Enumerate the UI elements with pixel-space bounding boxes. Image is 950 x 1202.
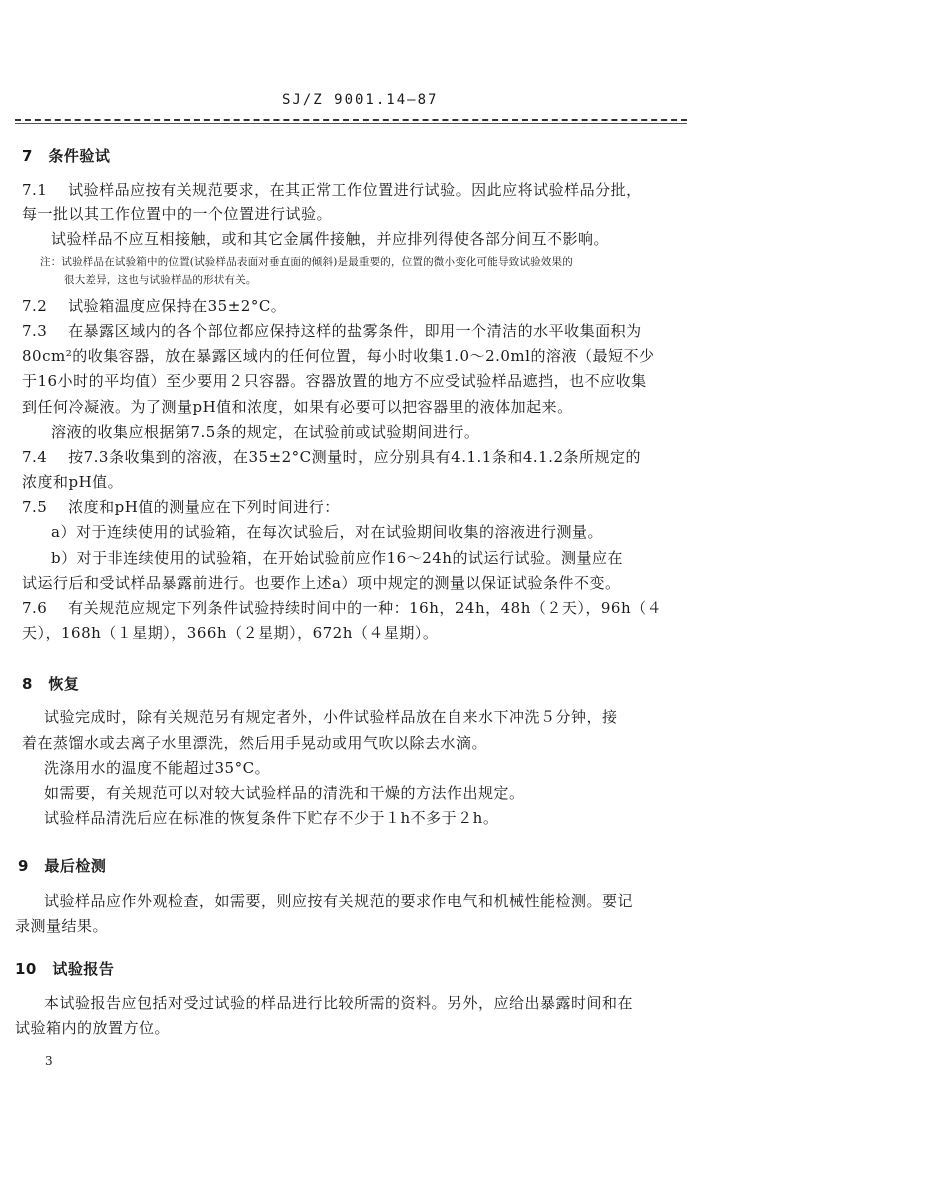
section-8-line-4: 如需要，有关规范可以对较大试验样品的清洗和干燥的方法作出规定。 bbox=[44, 784, 525, 802]
clause-7-5-item-a: a）对于连续使用的试验箱，在每次试验后，对在试验期间收集的溶液进行测量。 bbox=[51, 523, 603, 541]
clause-7-6-line-1: 7.6 有关规范应规定下列条件试验持续时间中的一种：16h，24h，48h（２天），96h（４ bbox=[22, 599, 663, 617]
clause-7-4-line-1: 7.4 按7.3条收集到的溶液，在35±2°C测量时，应分别具有4.1.1条和4.1.2条所规定的 bbox=[22, 448, 641, 466]
clause-7-3-line-2: 80cm²的收集容器，放在暴露区域内的任何位置，每小时收集1.0～2.0ml的溶液（最短不少 bbox=[22, 347, 655, 365]
section-8-line-1: 试验完成时，除有关规范另有规定者外，小件试验样品放在自来水下冲洗５分钟，接 bbox=[44, 708, 618, 726]
header-rule-solid bbox=[15, 123, 687, 124]
clause-7-3-line-3: 于16小时的平均值）至少要用２只容器。容器放置的地方不应受试验样品遮挡，也不应收集 bbox=[22, 372, 647, 390]
header-rule-dashed bbox=[15, 119, 687, 121]
clause-7-1-line-1: 7.1 试验样品应按有关规范要求，在其正常工作位置进行试验。因此应将试验样品分批， bbox=[22, 181, 642, 199]
section-8-line-2: 着在蒸馏水或去离子水里漂洗，然后用手晃动或用气吹以除去水滴。 bbox=[22, 734, 488, 752]
clause-7-1-line-2: 每一批以其工作位置中的一个位置进行试验。 bbox=[22, 205, 333, 223]
document-code-header: SJ/Z 9001.14—87 bbox=[282, 92, 439, 108]
section-8-line-5: 试验样品清洗后应在标准的恢复条件下贮存不少于１h不多于２h。 bbox=[44, 809, 499, 827]
section-8-heading: 8 恢复 bbox=[22, 675, 80, 693]
section-9-heading: 9 最后检测 bbox=[18, 857, 107, 875]
clause-7-3-line-5: 溶液的收集应根据第7.5条的规定，在试验前或试验期间进行。 bbox=[51, 423, 480, 441]
clause-7-3-line-1: 7.3 在暴露区域内的各个部位都应保持这样的盐雾条件，即用一个清洁的水平收集面积为 bbox=[22, 322, 642, 340]
section-10-line-2: 试验箱内的放置方位。 bbox=[15, 1019, 171, 1037]
clause-7-4-line-2: 浓度和pH值。 bbox=[22, 473, 124, 491]
page-number: 3 bbox=[45, 1054, 53, 1068]
clause-7-5-item-b-line-2: 试运行后和受试样品暴露前进行。也要作上述a）项中规定的测量以保证试验条件不变。 bbox=[22, 574, 621, 592]
clause-7-3-line-4: 到任何冷凝液。为了测量pH值和浓度，如果有必要可以把容器里的液体加起来。 bbox=[22, 398, 573, 416]
clause-7-5-line-1: 7.5 浓度和pH值的测量应在下列时间进行： bbox=[22, 498, 340, 516]
clause-7-5-item-b-line-1: b）对于非连续使用的试验箱，在开始试验前应作16～24h的试运行试验。测量应在 bbox=[51, 549, 623, 567]
section-8-line-3: 洗涤用水的温度不能超过35°C。 bbox=[44, 759, 271, 777]
note-line-1: 注：试验样品在试验箱中的位置(试验样品表面对垂直面的倾斜)是最重要的，位置的微小变化可能导致试验效果的 bbox=[40, 256, 573, 268]
clause-7-2: 7.2 试验箱温度应保持在35±2°C。 bbox=[22, 297, 287, 315]
clause-7-6-line-2: 天），168h（１星期），366h（２星期），672h（４星期）。 bbox=[22, 624, 439, 642]
section-10-line-1: 本试验报告应包括对受过试验的样品进行比较所需的资料。另外，应给出暴露时间和在 bbox=[44, 994, 634, 1012]
clause-7-1-line-3: 试验样品不应互相接触，或和其它金属件接触，并应排列得使各部分间互不影响。 bbox=[51, 230, 610, 248]
section-7-heading: 7 条件验试 bbox=[22, 147, 111, 165]
section-9-line-1: 试验样品应作外观检查，如需要，则应按有关规范的要求作电气和机械性能检测。要记 bbox=[44, 892, 634, 910]
section-10-heading: 10 试验报告 bbox=[15, 960, 115, 978]
section-9-line-2: 录测量结果。 bbox=[15, 917, 109, 935]
note-line-2: 很大差异，这也与试验样品的形状有关。 bbox=[64, 274, 257, 286]
